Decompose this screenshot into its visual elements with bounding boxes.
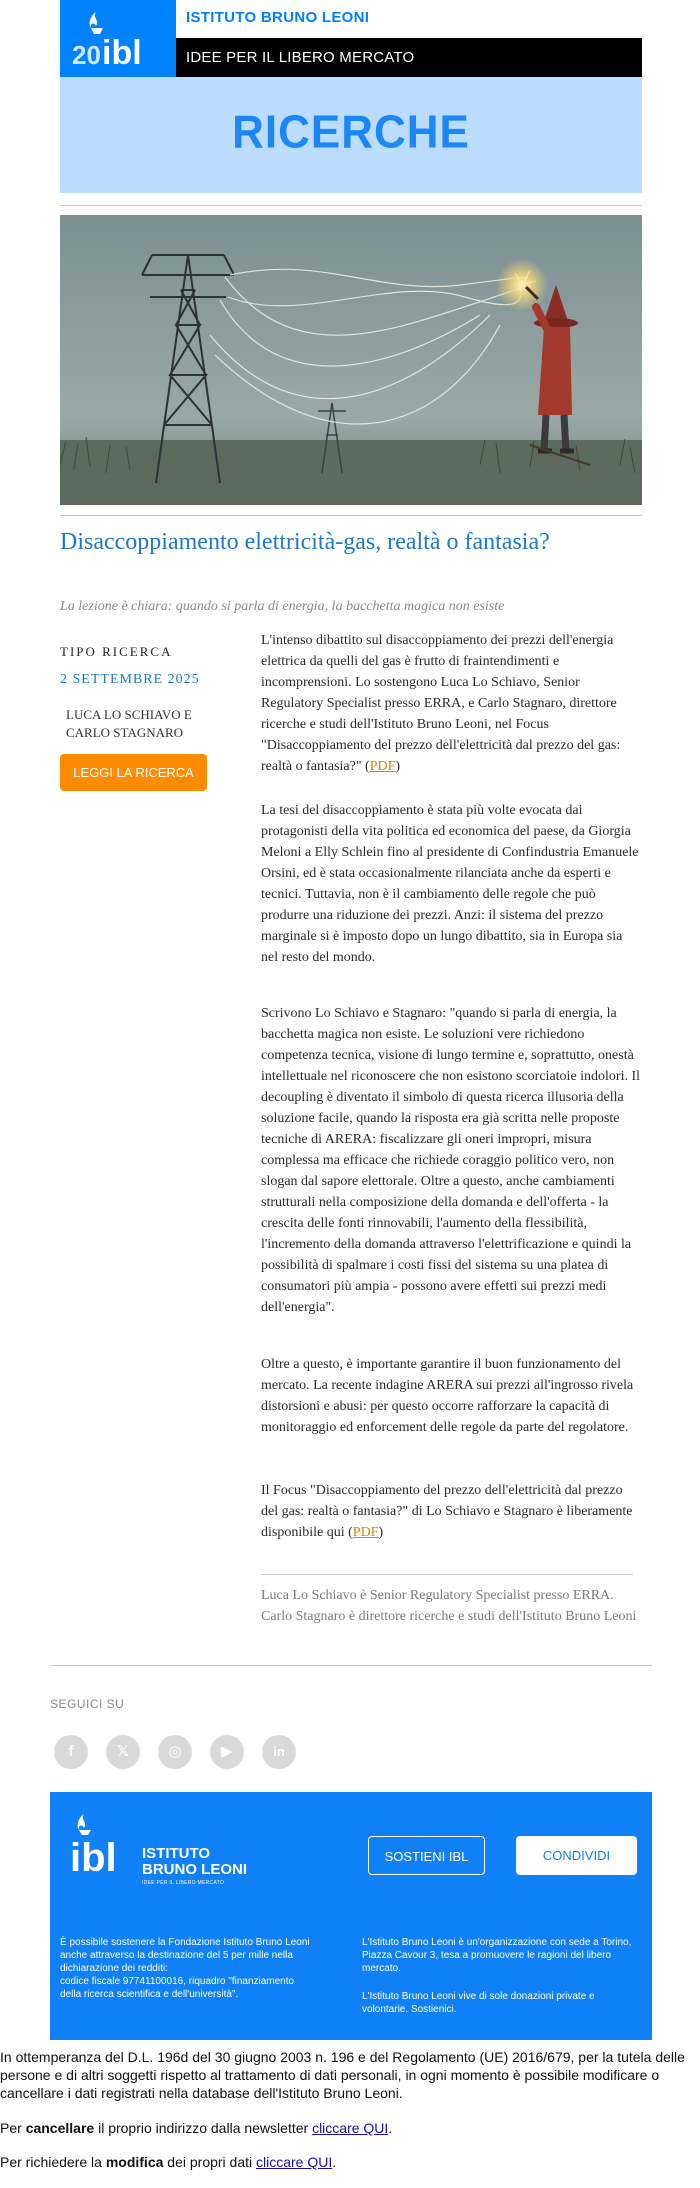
read-research-button[interactable]: LEGGI LA RICERCA — [60, 754, 207, 791]
unsubscribe-line — [0, 2119, 700, 2137]
logo-year: 20 — [72, 40, 101, 70]
divider — [60, 515, 642, 516]
article-paragraph-1 — [261, 630, 641, 777]
paragraph-text: ) — [395, 759, 401, 774]
paragraph-text: L'intenso dibattito sul disaccoppiamento dei prezzi dell'energia elettrica da quelli del gas è frutto di fraintendimenti e incomprensioni. Lo sostengono Luca Lo Schiavo, Senior Regulatory Specialist presso ERRA, e Carlo Stagnaro, direttore ricerche e studi dell'Istituto Bruno Leoni, nel Focus "Disaccoppiamento del prezzo dell'elettricità dal prezzo del gas: realtà o fantasia?" ( — [261, 633, 621, 774]
footer-logo-tagline: IDEE PER IL LIBERO MERCATO — [142, 1880, 225, 1886]
paragraph-text: Scrivono Lo Schiavo e Stagnaro: "quando si parla di energia, la bacchetta magica non esiste. Le soluzioni vere richiedono competenza tecnica, visione di lungo termine e, soprattutto, onestà intellettuale nel riconoscere che non esistono scorciatoie indolori. Il decoupling è diventato il simbolo di questa ricerca illusoria della soluzione facile, quando la risposta era già scritta nelle proposte tecniche di ARERA: fiscalizzare gli oneri impropri, misura complessa ma efficace che richiede coraggio politico vero, non slogan dal sapore elettorale. Oltre a questo, anche cambiamenti strutturali nella composizione della domanda e dell'offerta - la crescita delle fonti rinnovabili, l'aumento della flessibilità, l'incremento della domanda attraverso l'elettrificazione e quindi la possibilità di spalmare i costi fissi del sistema su una platea di consumatori più ampia - possono avere effetti sui prezzi medi dell'energia". — [261, 1006, 641, 1315]
legal-text: il proprio indirizzo dalla newsletter — [94, 2120, 313, 2136]
logo-text: ibl — [102, 34, 142, 70]
legal-text: Per — [0, 2120, 26, 2136]
legal-bold: cancellare — [25, 2120, 95, 2136]
instagram-icon[interactable]: ◎ — [158, 1735, 192, 1769]
publication-date: 2 SETTEMBRE 2025 — [60, 672, 200, 687]
footer-donate-text: L'Istituto Bruno Leoni vive di sole donazioni private e volontarie. Sostienici. — [362, 1991, 595, 2015]
privacy-notice: In ottemperanza del D.L. 196d del 30 giugno 2003 n. 196 e del Regolamento (UE) 2016/679, per la tutela delle persone e di altri soggetti rispetto al trattamento di dati personali, in ogni momento è possibile modificare o cancellare i dati registrati nella database dell'Istituto Bruno Leoni. — [0, 2049, 685, 2101]
footer-logo-name-2: BRUNO LEONI — [142, 1861, 247, 1878]
modify-data-link[interactable]: cliccare QUI — [256, 2154, 333, 2170]
support-ibl-button[interactable]: SOSTIENI IBL — [368, 1836, 485, 1875]
paragraph-text: Il Focus "Disaccoppiamento del prezzo dell'elettricità dal prezzo del gas: realtà o fantasia?" di Lo Schiavo e Stagnaro è liberamente disponibile qui ( — [261, 1483, 633, 1540]
legal-bold: modifica — [105, 2154, 164, 2170]
footer-logo-name-1: ISTITUTO — [142, 1845, 211, 1862]
ibl-logo-mark-icon — [70, 8, 166, 70]
article-authors: LUCA LO SCHIAVO E CARLO STAGNARO — [66, 707, 192, 740]
paragraph-text: La tesi del disaccoppiamento è stata più volte evocata dai protagonisti della vita politica ed economica del paese, da Giorgia Meloni a Elly Schlein fino al presidente di Confindustria Emanuele Orsini, ed è stata occasionalmente rilanciata anche da esperti e tecnici. Tuttavia, non è il cambiamento delle regole che può produrre una riduzione dei prezzi. Anzi: il sistema del prezzo marginale si è imposto dopo un lungo dibattito, sia in Europa sia nel resto del mondo. — [261, 803, 639, 965]
section-banner-title: RICERCHE — [232, 106, 470, 159]
legal-text: dei propri dati — [163, 2154, 257, 2170]
tagline: IDEE PER IL LIBERO MERCATO — [186, 49, 415, 66]
article-paragraph-2 — [261, 800, 641, 968]
footer-logo-text: ibl — [70, 1836, 117, 1880]
article-subtitle: La lezione è chiara: quando si parla di energia, la bacchetta magica non esiste — [60, 599, 505, 614]
modify-data-line — [0, 2153, 700, 2171]
legal-text: . — [388, 2120, 393, 2136]
org-name: ISTITUTO BRUNO LEONI — [186, 9, 370, 26]
paragraph-text: Oltre a questo, è importante garantire il buon funzionamento del mercato. La recente indagine ARERA sui prezzi all'ingrosso rivela distorsioni e abusi: per questo occorre rafforzare la capacità di monitoraggio ed enforcement delle regole da parte del regolatore. — [261, 1357, 634, 1435]
article-paragraph-5 — [261, 1480, 641, 1543]
linkedin-icon[interactable]: in — [262, 1735, 296, 1769]
facebook-icon[interactable]: f — [54, 1735, 88, 1769]
legal-text: Per richiedere la — [0, 2154, 106, 2170]
x-twitter-icon[interactable]: 𝕏 — [106, 1735, 140, 1769]
youtube-icon[interactable]: ▶ — [210, 1735, 244, 1769]
footer-about-text: L'Istituto Bruno Leoni è un'organizzazione con sede a Torino, Piazza Cavour 3, tesa a promuovere le ragioni del libero mercato. — [362, 1937, 632, 1974]
divider — [50, 1665, 652, 1666]
pdf-link[interactable]: PDF — [352, 1525, 379, 1540]
research-type-label: TIPO RICERCA — [60, 644, 173, 659]
article-paragraph-4 — [261, 1354, 641, 1438]
hero-image — [60, 215, 642, 505]
footer-5x1000-text: È possibile sostenere la Fondazione Istituto Bruno Leoni anche attraverso la destinazione del 5 per mille nella dichiarazione dei redditi: codice fiscale 97741100016, riquadro "finanziamento della ricerca scientifica e dell'università". — [60, 1937, 310, 2000]
follow-us-label: SEGUICI SU — [50, 1697, 125, 1711]
paragraph-text: ) — [378, 1525, 384, 1540]
share-button[interactable]: CONDIVIDI — [516, 1836, 637, 1875]
unsubscribe-link[interactable]: cliccare QUI — [312, 2120, 389, 2136]
divider — [261, 1574, 633, 1575]
author-bio: Luca Lo Schiavo è Senior Regulatory Specialist presso ERRA. Carlo Stagnaro è direttore ricerche e studi dell'Istituto Bruno Leoni — [261, 1588, 637, 1624]
legal-text: . — [332, 2154, 337, 2170]
pdf-link[interactable]: PDF — [369, 759, 396, 774]
ibl-20-logo[interactable] — [60, 0, 176, 77]
article-paragraph-3 — [261, 1003, 641, 1318]
divider — [60, 205, 642, 206]
article-title[interactable]: Disaccoppiamento elettricità-gas, realtà o fantasia? — [60, 529, 550, 555]
